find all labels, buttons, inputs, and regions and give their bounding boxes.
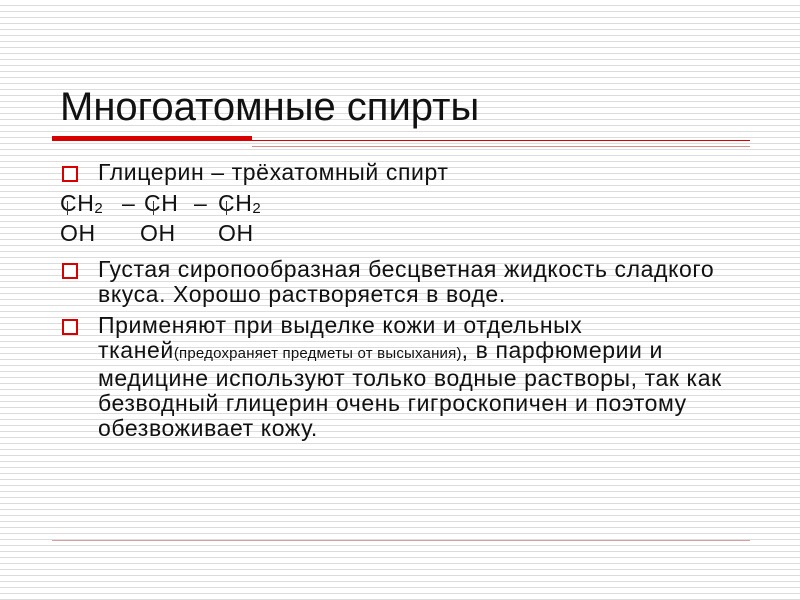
square-bullet-icon	[62, 166, 78, 182]
slide-title: Многоатомные спирты	[60, 85, 480, 129]
formula-ch-middle: CH	[144, 190, 179, 216]
title-underline-secondary	[252, 146, 750, 147]
formula-dash: –	[194, 190, 208, 216]
title-underline-thin	[52, 140, 750, 141]
bond-line	[67, 201, 68, 215]
bullet-item-properties	[60, 257, 750, 307]
formula-line-hydroxyls	[60, 221, 750, 251]
bullet-item-usage	[60, 313, 750, 441]
bullet-note: (предохраняет предметы от высыхания)	[173, 345, 462, 362]
footer-divider	[52, 540, 750, 541]
formula-oh: OH	[60, 220, 96, 246]
bond-line	[226, 201, 227, 215]
formula-oh: OH	[218, 220, 254, 246]
bullet-item-glycerin	[60, 160, 750, 185]
square-bullet-icon	[62, 263, 78, 279]
formula-dash: –	[122, 190, 136, 216]
bullet-text: Густая сиропообразная бесцветная жидкость сладкого вкуса. Хорошо растворяется в воде.	[98, 256, 715, 307]
square-bullet-icon	[62, 319, 78, 335]
bullet-text: Применяют при выделке кожи и отдельных тканей	[98, 312, 583, 363]
formula-oh: OH	[140, 220, 176, 246]
bullet-text: , в парфюмерии и медицине используют только водные растворы, так как безводный глицерин очень гигроскопичен и поэтому обезвоживает кожу.	[98, 337, 722, 441]
bullet-text: Глицерин – трёхатомный спирт	[98, 159, 449, 185]
slide-content	[60, 160, 750, 441]
bond-line	[153, 201, 154, 215]
formula-ch2-right: CH2	[218, 190, 262, 217]
formula-line-carbons	[60, 191, 750, 221]
formula-ch2-left: CH2	[60, 190, 104, 217]
